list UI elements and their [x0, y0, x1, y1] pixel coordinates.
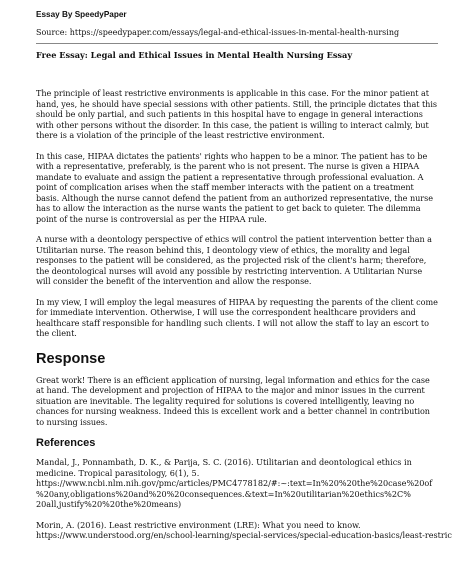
- essay-paragraph-3: A nurse with a deontology perspective of ethics will control the patient intervention better than a Utilitarian nurse. The reason behind this, I deontology view of ethics, the morality and legal responses to the patient will be considered, as the projected risk of the client's harm; therefore, the deontological nurses will avoid any possible by restricting intervention. A Utilitarian Nurse will consider the benefit of the intervention and allow the response.: [36, 234, 432, 286]
- reference-1-link-line-2[interactable]: %20any,obligations%20and%20%20consequences.&text=In%20utilitarian%20ethics%2C%: [36, 488, 411, 499]
- essay-paragraph-4: In my view, I will employ the legal measures of HIPAA by requesting the parents of the client come for immediate intervention. Otherwise, I will use the correspondent healthcare providers and healthcare staff responsible for handling such clients. I will not allow the staff to lay an escort to the client.: [36, 296, 438, 338]
- reference-2-line-1: Morin, A. (2016). Least restrictive environment (LRE): What you need to know.: [36, 519, 361, 530]
- reference-item-2: [36, 519, 452, 541]
- brand-name: Essay By SpeedyPaper: [36, 10, 127, 19]
- source-line: Source: https://speedypaper.com/essays/legal-and-ethical-issues-in-mental-health-nursing: [36, 28, 400, 37]
- response-heading: Response: [36, 350, 106, 367]
- response-paragraph: Great work! There is an efficient application of nursing, legal information and ethics for the case at hand. The development and projection of HIPAA to the major and minor issues in the current situation are inevitable. The legality required for solutions is covered intelligently, leaving no chances for nursing weakness. Indeed this is excellent work and a better channel in contribution to nursing issues.: [36, 374, 430, 427]
- reference-item-1: [36, 457, 438, 510]
- references-heading: References: [36, 437, 96, 449]
- reference-1-link-line-1[interactable]: https://www.ncbi.nlm.nih.gov/pmc/articles/PMC4778182/#:~:text=In%20%20the%20case%20of: [36, 478, 433, 488]
- header-divider: [36, 43, 438, 44]
- essay-title: Free Essay: Legal and Ethical Issues in Mental Health Nursing Essay: [36, 50, 353, 60]
- reference-1-line-2: medicine. Tropical parasitology, 6(1), 5.: [36, 467, 200, 478]
- reference-2-link-line-1[interactable]: https://www.understood.org/en/school-learning/special-services/special-education-basics/least-restric: [36, 530, 452, 540]
- reference-1-link-line-3[interactable]: 20all,justify%20%20the%20means): [36, 499, 182, 509]
- reference-1-line-1: Mandal, J., Ponnambath, D. K., & Parija, S. C. (2016). Utilitarian and deontological ethics in: [36, 457, 412, 467]
- essay-paragraph-2: In this case, HIPAA dictates the patients' rights who happen to be a minor. The patient has to be with a representative, preferably, is the parent who is not present. The nurse is given a HIPAA mandate to evaluate and assign the patient a representative through professional evaluation. A point of complication arises when the staff member interacts with the patient on a treatment basis. Although the nurse cannot defend the patient from an authorized representative, the nurse has to allow the interaction as the nurse wants the patient to get back to quieter. The dilemma point of the nurse is controversial as per the HIPAA rule.: [36, 150, 433, 224]
- essay-paragraph-1: The principle of least restrictive environments is applicable in this case. For the minor patient at hand, yes, he should have special sessions with other patients. Still, the principle dictates that this should be only partial, and such patients in this hospital have to engage in general interactions with other persons without the disorder. In this case, the patient is willing to interact calmly, but there is a violation of the principle of the least restrictive environment.: [36, 88, 437, 140]
